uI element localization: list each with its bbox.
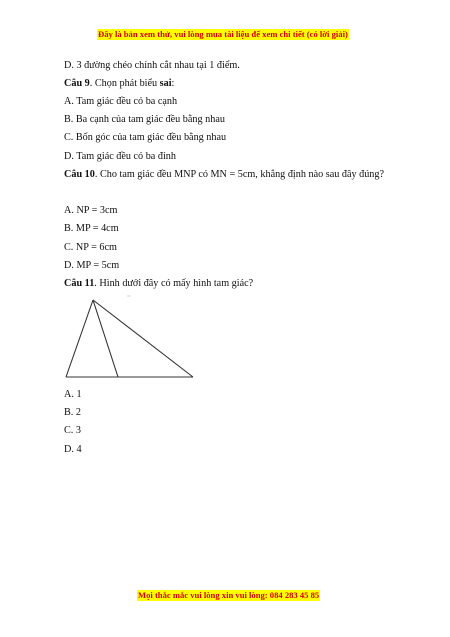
question-9-emphasis: sai — [159, 78, 172, 89]
q11-option-b: B. 2 — [64, 407, 81, 418]
figure-left-side — [66, 300, 93, 377]
question-11-label: Câu 11 — [64, 278, 95, 289]
q10-option-a: A. NP = 3cm — [64, 205, 118, 216]
q11-option-d: D. 4 — [64, 444, 82, 455]
q11-option-c: C. 3 — [64, 425, 81, 436]
q9-option-a: A. Tam giác đều có ba cạnh — [64, 96, 178, 107]
q9-option-b: B. Ba cạnh của tam giác đều bằng nhau — [64, 114, 225, 125]
question-9-colon: : — [171, 78, 175, 89]
q10-option-c: C. NP = 6cm — [64, 242, 117, 253]
figure-dot — [130, 296, 131, 297]
question-9-text: . Chọn phát biểu — [89, 78, 160, 89]
q9-option-d: D. Tam giác đều có ba đỉnh — [64, 151, 176, 162]
q9-option-c: C. Bốn góc của tam giác đều bằng nhau — [64, 132, 227, 143]
q10-option-d: D. MP = 5cm — [64, 260, 120, 271]
figure-inner-segment — [93, 300, 118, 377]
preview-notice-banner: Đây là bản xem thử, vui lòng mua tài liệu để xem chi tiết (có lời giải) — [98, 29, 348, 39]
q8-option-d: D. 3 đường chéo chính cắt nhau tại 1 điểm. — [64, 60, 240, 71]
figure-dot — [128, 296, 129, 297]
contact-banner: Mọi thắc mắc vui lòng xin vui lòng: 084 283 45 85 — [138, 590, 320, 600]
q10-option-b: B. MP = 4cm — [64, 223, 119, 234]
question-11-text: . Hình dưới đây có mấy hình tam giác? — [94, 278, 254, 289]
question-10-text: . Cho tam giác đều MNP có MN = 5cm, khẳng định nào sau đây đúng? — [94, 169, 385, 180]
question-9-label: Câu 9 — [64, 78, 90, 89]
figure-right-side — [93, 300, 193, 377]
q11-option-a: A. 1 — [64, 389, 82, 400]
question-10-label: Câu 10 — [64, 169, 95, 180]
